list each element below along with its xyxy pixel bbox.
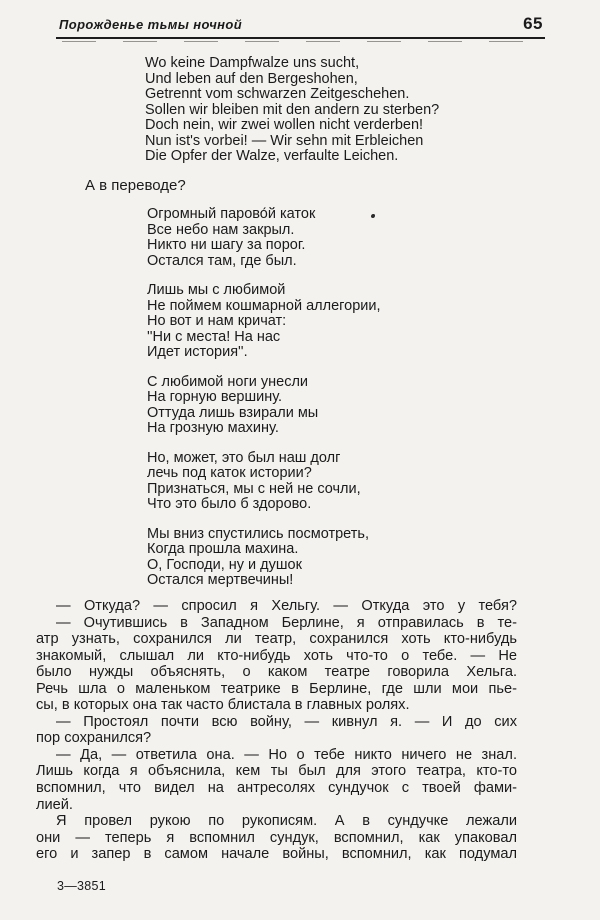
poem-line: Лишь мы с любимой [147,282,286,298]
poem-line: Und leben auf den Bergeshohen, [145,70,358,87]
translation-intro: А в переводе? [85,177,186,194]
poem-line: лечь под каток истории? [147,465,312,481]
poem-line: Никто ни шагу за порог. [147,237,306,253]
poem-line: Оттуда лишь взирали мы [147,404,319,421]
header-rule [56,37,545,39]
prose-line: знакомый, слышал ли кто-нибудь хоть что-то о тебе. — Не [36,647,517,664]
prose-line: Речь шла о маленьком театрике в Берлине, где шли мои пье- [36,680,517,697]
poem-line: С любимой ноги унесли [147,373,309,390]
prose-line: — Да, — ответила она. — Но о тебе никто ничего не знал. [56,746,517,763]
prose-line: пор сохранился? [36,730,152,747]
german-poem [145,56,439,165]
poem-line: Die Opfer der Walze, verfaulte Leichen. [145,148,399,164]
poem-line: О, Господи, ну и душок [147,556,302,573]
running-title: Порожденье тьмы ночной [59,17,243,32]
russian-poem [147,207,381,603]
stanza-5 [147,527,381,589]
prose-line: Лишь когда я объяснила, кем ты был для этого театра, кто-то [36,763,517,780]
poem-line: Nun ist's vorbei! — Wir sehn mit Erbleichen [145,132,424,149]
stanza-4 [147,451,381,513]
poem-line: Огромный парово́й каток [147,206,316,222]
poem-line: Но, может, это был наш долг [147,449,341,466]
prose-block [36,598,517,863]
prose-line: было нужды объяснять, о каком театре говорила Хельга. [36,664,517,681]
poem-line: Но вот и нам кричат: [147,313,287,329]
poem-line: На грозную махину. [147,420,279,436]
poem-line: Doch nein, wir zwei wollen nicht verderben! [145,117,424,133]
prose-line: — Откуда? — спросил я Хельгу. — Откуда это у тебя? [56,598,517,614]
stanza-3 [147,375,381,437]
poem-line: Идет история''. [147,344,248,360]
poem-line: ''Ни с места! На нас [147,328,281,345]
poem-line: Остался там, где был. [147,252,297,269]
poem-line: Не поймем кошмарной аллегории, [147,297,381,314]
poem-line: Признаться, мы с ней не сочли, [147,480,361,497]
poem-line: Что это было б здорово. [147,496,312,512]
header-rule-ghost [62,41,543,42]
stanza-1 [147,207,381,269]
poem-line: Мы вниз спустились посмотреть, [147,525,369,542]
prose-line: Я провел рукою по рукописям. А в сундучке лежали [56,813,517,830]
prose-line: — Очутившись в Западном Берлине, я отправилась в те- [56,614,517,631]
poem-line: Sollen wir bleiben mit den andern zu sterben? [145,101,440,118]
prose-line: они — теперь я вспомнил сундук, вспомнил, как упаковал [36,829,517,846]
prose-line: сы, в которых она так часто блистала в главных ролях. [36,697,410,714]
print-signature: 3—3851 [57,879,107,893]
poem-line: Все небо нам закрыл. [147,221,295,238]
prose-line: вспомнил, что видел на антресолях сундучок с твоей фами- [36,780,517,797]
poem-line: Wo keine Dampfwalze uns sucht, [145,55,360,71]
poem-line: Когда прошла махина. [147,541,299,557]
poem-line: Getrennt vom schwarzen Zeitgeschehen. [145,86,410,102]
stanza-2 [147,283,381,361]
prose-line: атр узнать, сохранился ли театр, сохранился хоть кто-нибудь [36,631,517,648]
poem-line: Остался мертвечины! [147,572,294,588]
prose-line: его и запер в самом начале войны, вспомнил, как подумал [36,846,517,863]
page-header [59,14,543,34]
prose-line: — Простоял почти всю войну, — кивнул я. — И до сих [56,713,517,730]
poem-line: На горную вершину. [147,389,283,405]
page-number: 65 [523,14,543,33]
prose-line: лией. [36,796,73,813]
